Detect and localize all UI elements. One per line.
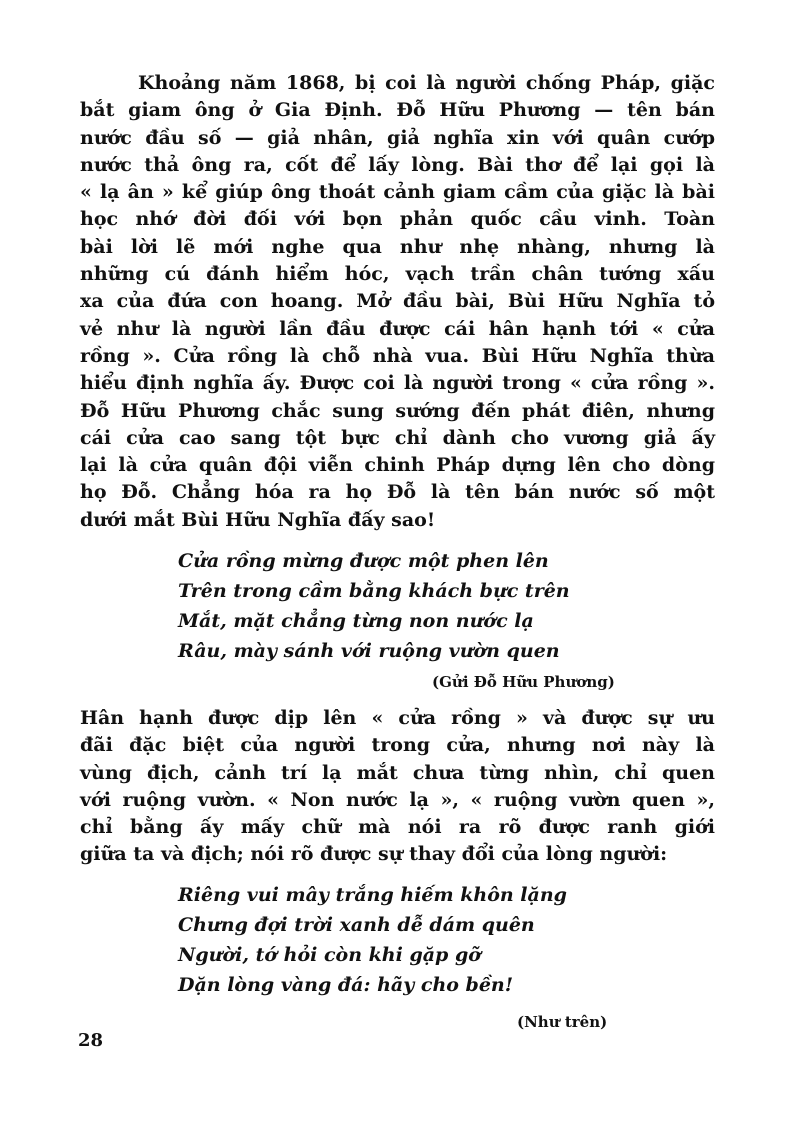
text-line: học nhớ đời đối với bọn phản quốc cầu vinh. Toàn: [80, 208, 715, 231]
text-line: vẻ như là người lần đầu được cái hân hạnh tới « cửa: [80, 317, 715, 340]
text-line: Khoảng năm 1868, bị coi là người chống Pháp, giặc: [138, 72, 715, 94]
text-line: chỉ bằng ấy mấy chữ mà nói ra rõ được ranh giới: [80, 816, 715, 839]
text-line: lại là cửa quân đội viễn chinh Pháp dựng lên cho dòng: [80, 454, 715, 477]
poem-verse: Mắt, mặt chẳng từng non nước lạ: [178, 610, 534, 632]
text-line: xa của đứa con hoang. Mở đầu bài, Bùi Hữu Nghĩa tỏ: [80, 290, 715, 313]
text-line: giữa ta và địch; nói rõ được sự thay đổi của lòng người:: [80, 843, 668, 866]
poem-attribution: (Như trên): [517, 1013, 608, 1031]
poem-verse: Râu, mày sánh với ruộng vườn quen: [178, 640, 560, 662]
text-line: cái cửa cao sang tột bực chỉ dành cho vương giả ấy: [80, 426, 715, 449]
text-line: những cú đánh hiểm hóc, vạch trần chân tướng xấu: [80, 263, 715, 286]
text-line: vùng địch, cảnh trí lạ mắt chưa từng nhìn, chỉ quen: [80, 761, 715, 784]
text-line: « lạ ân » kể giúp ông thoát cảnh giam cầm của giặc là bài: [80, 181, 715, 204]
paragraph-commentary: [80, 705, 715, 869]
text-line: đãi đặc biệt của người trong cửa, nhưng nơi này là: [80, 734, 715, 757]
text-line: bài lời lẽ mới nghe qua như nhẹ nhàng, nhưng là: [80, 235, 715, 258]
poem-verse: Cửa rồng mừng được một phen lên: [178, 550, 549, 572]
paragraph-intro: [80, 70, 715, 534]
poem-verse: Người, tớ hỏi còn khi gặp gỡ: [178, 944, 481, 966]
poem-verse: Chưng đợi trời xanh dễ dám quên: [178, 914, 535, 936]
poem-verse: Riêng vui mây trắng hiếm khôn lặng: [178, 884, 567, 906]
text-line: hiểu định nghĩa ấy. Được coi là người trong « cửa rồng ».: [80, 372, 715, 395]
poem-attribution: (Gửi Đỗ Hữu Phương): [432, 673, 615, 691]
text-line: nước đầu số — giả nhân, giả nghĩa xin với quân cướp: [80, 126, 715, 149]
text-line: dưới mắt Bùi Hữu Nghĩa đấy sao!: [80, 508, 436, 531]
poem-verse: Trên trong cầm bằng khách bực trên: [178, 580, 570, 602]
poem-stanza-1: [178, 546, 658, 666]
text-line: Hân hạnh được dịp lên « cửa rồng » và được sự ưu: [80, 707, 715, 729]
text-line: họ Đỗ. Chẳng hóa ra họ Đỗ là tên bán nước số một: [80, 481, 715, 504]
text-line: Đỗ Hữu Phương chắc sung sướng đến phát điên, nhưng: [80, 399, 715, 422]
page-number: 28: [78, 1030, 104, 1051]
text-line: với ruộng vườn. « Non nước lạ », « ruộng vườn quen »,: [80, 788, 715, 811]
text-line: nước thả ông ra, cốt để lấy lòng. Bài thơ để lại gọi là: [80, 153, 715, 176]
poem-verse: Dặn lòng vàng đá: hãy cho bền!: [178, 974, 514, 996]
poem-stanza-2: [178, 880, 658, 1000]
text-line: rồng ». Cửa rồng là chỗ nhà vua. Bùi Hữu Nghĩa thừa: [80, 344, 715, 367]
text-line: bắt giam ông ở Gia Định. Đỗ Hữu Phương — tên bán: [80, 99, 715, 122]
